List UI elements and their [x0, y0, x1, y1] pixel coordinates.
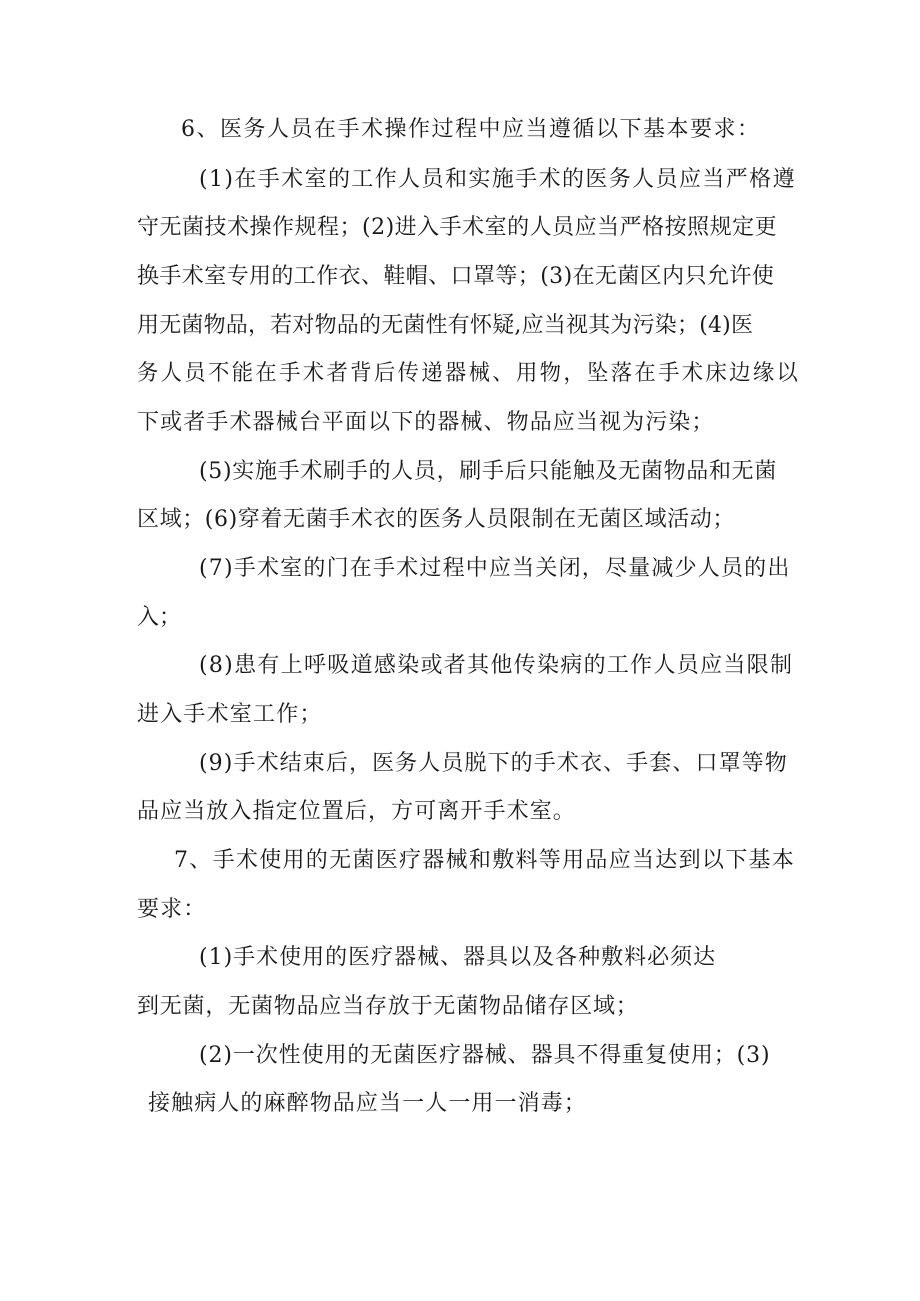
paragraph-6-9-line-2: 品应当放入指定位置后，方可离开手术室。 — [137, 799, 576, 824]
paragraph-6-7-line-1: (7)手术室的门在手术过程中应当关闭，尽量减少人员的出 — [199, 556, 791, 581]
paragraph-7-1-line-1: (1)手术使用的医疗器械、器具以及各种敷料必须达 — [199, 945, 717, 970]
paragraph-6-1-line-1: (1)在手术室的工作人员和实施手术的医务人员应当严格遵 — [199, 167, 796, 192]
paragraph-7-1-line-2: 到无菌，无菌物品应当存放于无菌物品储存区域； — [137, 994, 639, 1019]
paragraph-7-2-line-1: (2)一次性使用的无菌医疗器械、器具不得重复使用；(3) — [199, 1043, 771, 1068]
paragraph-6-1-line-3: 换手术室专用的工作衣、鞋帽、口罩等；(3)在无菌区内只允许使 — [137, 264, 775, 289]
paragraph-7-3-line-1: 接触病人的麻醉物品应当一人一用一消毒； — [148, 1091, 587, 1116]
paragraph-6-5-line-2: 区域；(6)穿着无菌手术衣的医务人员限制在无菌区域活动； — [137, 507, 735, 532]
paragraph-6-9-line-1: (9)手术结束后，医务人员脱下的手术衣、手套、口罩等物 — [199, 751, 788, 776]
paragraph-6-1-line-6: 下或者手术器械台平面以下的器械、物品应当视为污染； — [137, 410, 715, 435]
paragraph-6-1-line-5: 务人员不能在手术者背后传递器械、用物，坠落在手术床边缘以 — [137, 361, 801, 386]
paragraph-6-1-line-4: 用无菌物品，若对物品的无菌性有怀疑,应当视其为污染；(4)医 — [137, 313, 754, 338]
paragraph-6-1-line-2: 守无菌技术操作规程；(2)进入手术室的人员应当严格按照规定更 — [137, 215, 778, 240]
paragraph-6-7-line-2: 入； — [137, 605, 182, 630]
paragraph-7-heading-line-1: 7、手术使用的无菌医疗器械和敷料等用品应当达到以下基本 — [174, 848, 796, 873]
paragraph-7-heading-line-2: 要求： — [137, 897, 207, 922]
paragraph-6-5-line-1: (5)实施手术刷手的人员，刷手后只能触及无菌物品和无菌 — [199, 459, 778, 484]
paragraph-6-8-line-2: 进入手术室工作； — [137, 702, 323, 727]
paragraph-6-heading: 6、医务人员在手术操作过程中应当遵循以下基本要求： — [181, 117, 761, 142]
paragraph-6-8-line-1: (8)患有上呼吸道感染或者其他传染病的工作人员应当限制 — [199, 653, 794, 678]
